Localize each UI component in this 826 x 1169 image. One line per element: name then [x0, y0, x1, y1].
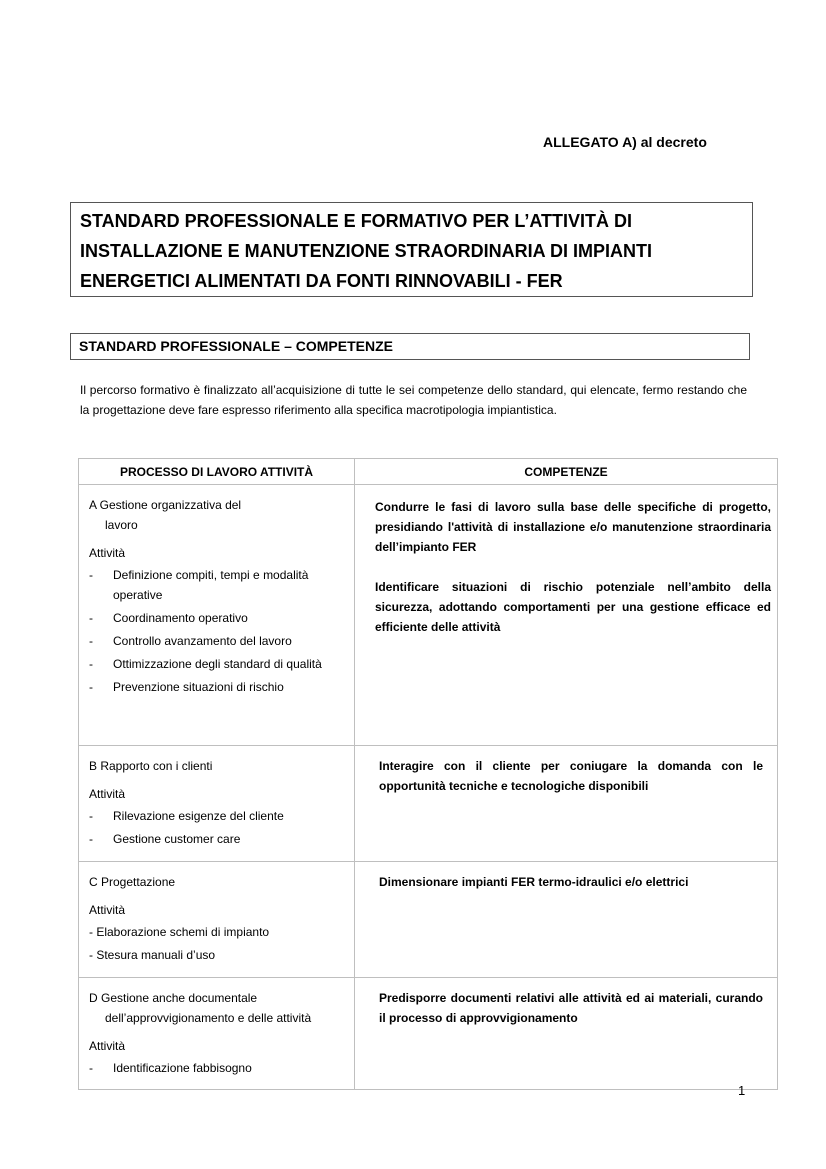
document-title-line-2: INSTALLAZIONE E MANUTENZIONE STRAORDINARIA DI IMPIANTI: [80, 241, 652, 261]
process-title-line: A Gestione organizzativa del: [89, 498, 242, 512]
competenza-text: Interagire con il cliente per coniugare la domanda con le opportunità tecniche e tecnologiche disponibili: [379, 759, 763, 793]
header-competenze: COMPETENZE: [355, 459, 778, 485]
attivita-label: Attività: [89, 787, 126, 801]
dash-bullet: -: [89, 809, 93, 823]
process-title-line: B Rapporto con i clienti: [89, 759, 213, 773]
list-item: [89, 677, 346, 697]
process-title: [89, 756, 346, 776]
list-item-text: Gestione customer care: [113, 832, 241, 846]
process-title: [89, 495, 346, 535]
dash-bullet: -: [89, 611, 93, 625]
process-title: [89, 872, 346, 892]
attivita-label: Attività: [89, 1039, 126, 1053]
list-item: [89, 631, 346, 651]
table-row: [79, 746, 778, 862]
competenza-text: Condurre le fasi di lavoro sulla base delle specifiche di progetto, presidiando l'attività di installazione e/o manutenzione straordinaria dell’impianto FER: [375, 500, 771, 554]
document-title-box: [70, 202, 753, 297]
header-processo: PROCESSO DI LAVORO ATTIVITÀ: [79, 459, 355, 485]
attivita-label: Attività: [89, 903, 126, 917]
list-item: - Stesura manuali d’uso: [89, 948, 216, 962]
competenza-text: Identificare situazioni di rischio potenziale nell’ambito della sicurezza, adottando comportamenti per una gestione efficace ed efficiente delle attività: [375, 580, 771, 634]
process-cell-c: [79, 862, 355, 978]
dash-bullet: -: [89, 680, 93, 694]
dash-bullet: -: [89, 1061, 93, 1075]
section-title: STANDARD PROFESSIONALE – COMPETENZE: [70, 333, 750, 360]
list-item: - Elaborazione schemi di impianto: [89, 925, 270, 939]
allegato-label: ALLEGATO A) al decreto: [543, 134, 707, 150]
table-row: [79, 485, 778, 746]
document-title-line-3: ENERGETICI ALIMENTATI DA FONTI RINNOVABILI - FER: [80, 271, 563, 291]
competenza-text: Predisporre documenti relativi alle attività ed ai materiali, curando il processo di approvvigionamento: [379, 991, 763, 1025]
dash-bullet: -: [89, 634, 93, 648]
list-item-text: Controllo avanzamento del lavoro: [113, 634, 292, 648]
list-item: [89, 829, 346, 849]
process-title-line: dell’approvvigionamento e delle attività: [105, 1011, 312, 1025]
dash-bullet: -: [89, 657, 93, 671]
list-item-text: Definizione compiti, tempi e modalità operative: [113, 568, 309, 602]
list-item: [89, 1058, 346, 1078]
process-title-line: C Progettazione: [89, 875, 176, 889]
process-cell-b: [79, 746, 355, 862]
list-item-text: Ottimizzazione degli standard di qualità: [113, 657, 322, 671]
competenza-text: Dimensionare impianti FER termo-idraulici e/o elettrici: [379, 875, 689, 889]
list-item-text: Rilevazione esigenze del cliente: [113, 809, 284, 823]
competenze-cell-a: [355, 485, 778, 746]
page-number: 1: [738, 1083, 746, 1098]
competenze-table: [78, 458, 778, 1090]
list-item-text: Prevenzione situazioni di rischio: [113, 680, 284, 694]
process-cell-d: [79, 978, 355, 1090]
document-title-line-1: STANDARD PROFESSIONALE E FORMATIVO PER L’ATTIVITÀ DI: [80, 211, 633, 231]
process-cell-a: [79, 485, 355, 746]
list-item: [89, 806, 346, 826]
dash-bullet: -: [89, 832, 93, 846]
list-item-text: Coordinamento operativo: [113, 611, 248, 625]
competenze-cell-d: [355, 978, 778, 1090]
competenze-cell-b: [355, 746, 778, 862]
competenze-cell-c: [355, 862, 778, 978]
list-item: [89, 565, 346, 605]
list-item-text: Identificazione fabbisogno: [113, 1061, 252, 1075]
list-item: [89, 654, 346, 674]
process-title: [89, 988, 346, 1028]
list-item: [89, 608, 346, 628]
attivita-label: Attività: [89, 546, 126, 560]
table-row: [79, 862, 778, 978]
table-header-row: [79, 459, 778, 485]
intro-paragraph: Il percorso formativo è finalizzato all’acquisizione di tutte le sei competenze dello standard, qui elencate, fermo restando che la progettazione deve fare espresso riferimento alla specifica macrotipologia impiantistica.: [80, 383, 747, 417]
dash-bullet: -: [89, 568, 93, 582]
process-title-line: D Gestione anche documentale: [89, 991, 258, 1005]
table-row: [79, 978, 778, 1090]
process-title-line: lavoro: [105, 518, 138, 532]
